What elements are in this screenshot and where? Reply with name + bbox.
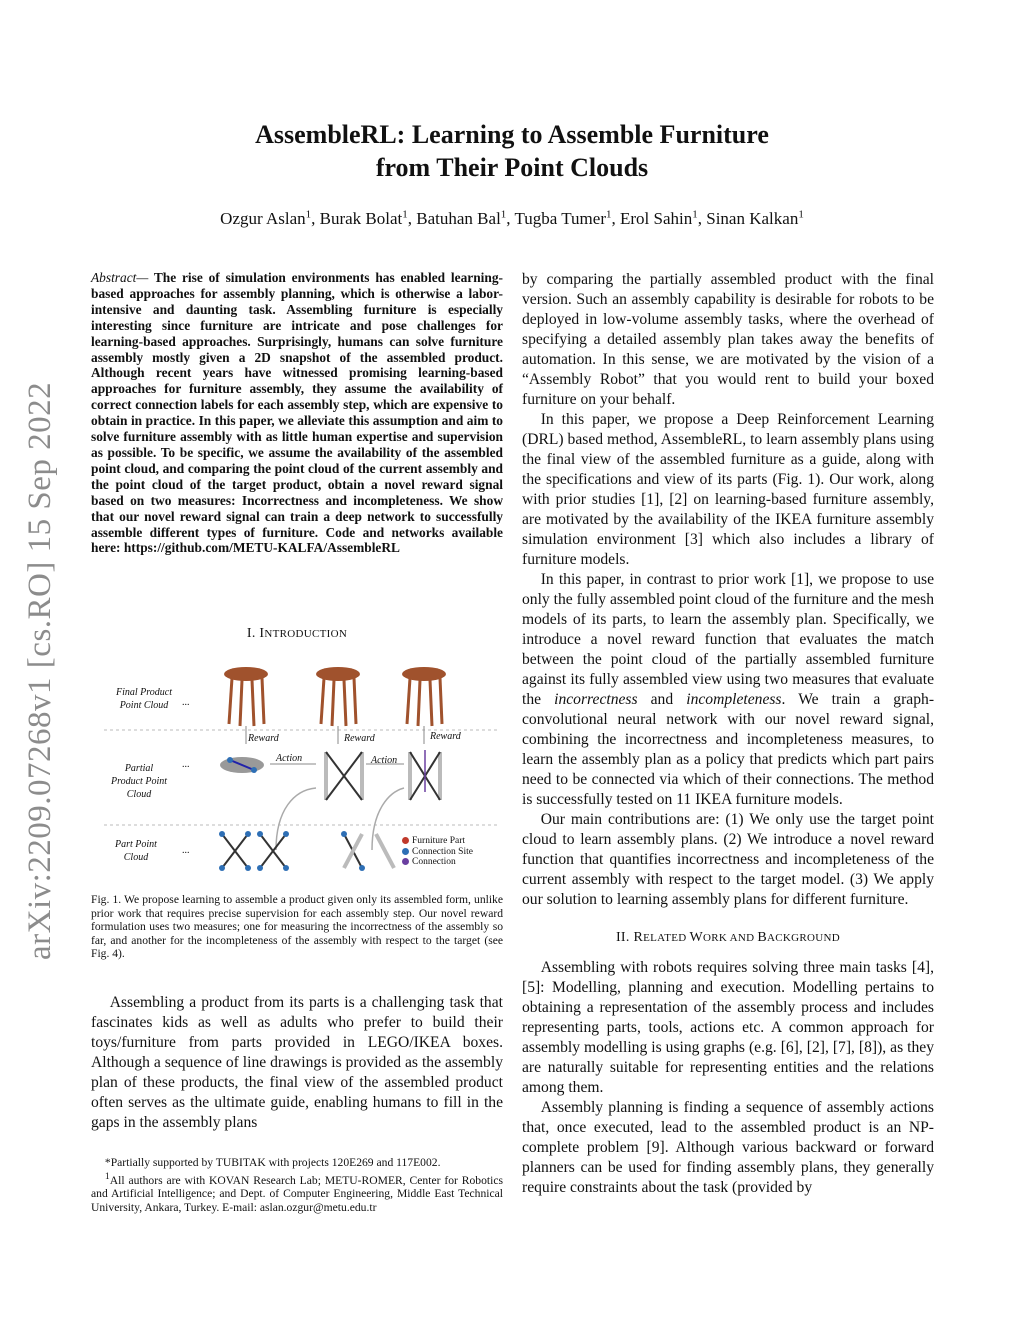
figure-1-caption: Fig. 1. We propose learning to assemble a product given only its assembled form, unlike prior work that requires precise supervision for each assembly step. Our novel reward formulation uses two measures; one for measuring the incorrectness of the assembly so far, and another for the incompleteness of the assembly with respect to the target (see Fig. 4). bbox=[91, 893, 503, 961]
abstract bbox=[91, 270, 503, 556]
arxiv-identifier: arXiv:2209.07268v1 [cs.RO] 15 Sep 2022 bbox=[22, 381, 58, 960]
final-table-icon bbox=[316, 667, 360, 726]
ellipsis: ... bbox=[182, 697, 190, 708]
author: Erol Sahin$^1$, bbox=[620, 208, 707, 228]
legend-swatch bbox=[402, 858, 409, 865]
legend-item: Furniture Part bbox=[402, 836, 473, 847]
author: Batuhan Bal$^1$, bbox=[416, 208, 515, 228]
part-arrow bbox=[372, 788, 404, 850]
legend-item: Connection Site bbox=[402, 847, 473, 858]
paragraph: Our main contributions are: (1) We only use the target point cloud to learn assembly plans. (2) We introduce a novel reward function that quantifies incorrectness and incompleteness of the current assembly with respect to the target model. (3) We apply our solution to learning assembly plans for different furniture. bbox=[522, 811, 934, 908]
section-heading-introduction: I. INTRODUCTION bbox=[246, 626, 348, 641]
action-label: Action bbox=[276, 753, 303, 764]
author: Ozgur Aslan$^1$, bbox=[220, 208, 320, 228]
reward-label: Reward bbox=[430, 731, 461, 742]
intro-paragraph: Assembling a product from its parts is a challenging task that fascinates kids as well as adults who prefer to build their toys/furniture from parts provided in LEGO/IKEA boxes. Although a sequence of line drawings is provided as the assembly plan of these products, the final view of the assembled product often serves as the ultimate guide, enabling humans to fill in the gaps in the assembly plans bbox=[91, 994, 503, 1131]
title-line-1: AssembleRL: Learning to Assemble Furniture bbox=[255, 120, 769, 149]
legend-swatch bbox=[402, 848, 409, 855]
partial-product-2 bbox=[326, 752, 362, 800]
title-line-2: from Their Point Clouds bbox=[375, 153, 649, 182]
footnotes bbox=[91, 1156, 503, 1214]
intro-body bbox=[91, 993, 503, 1133]
ellipsis: ... bbox=[182, 845, 190, 856]
row-label-partial: Partial Product Point Cloud bbox=[110, 763, 167, 800]
paragraph: In this paper, we propose a Deep Reinforcement Learning (DRL) based method, AssembleRL, to learn assembly plans using the final view of the assembled furniture as a guide, along with the specifications and view of its parts (Fig. 1). Our work, along with prior studies [1], [2] on learning-based furniture assembly, are motivated by the availability of the IKEA furniture assembly simulation environment [3] which also includes a library of furniture models. bbox=[522, 411, 934, 568]
footnote-funding: *Partially supported by TUBITAK with projects 120E269 and 117E002. bbox=[104, 1156, 441, 1169]
author: Burak Bolat$^1$, bbox=[319, 208, 417, 228]
author: Sinan Kalkan$^1$ bbox=[706, 208, 804, 228]
paragraph: In this paper, in contrast to prior work [1], we propose to use only the fully assembled point cloud of the furniture and the mesh models of its parts, to learn the assembly plan. Specifically, we introduce a novel reward function that evaluates the match between the point cloud of the partially assembled furniture against its fully assembled view using two measures that evaluate the incorrectness and incompleteness. We train a graph-convolutional neural network with our novel reward signal, combining the incorrectness and incompleteness measures, to learn the assembly plan as a policy that predicts which part pairs need to be connected via which of their connections. The method is successfully tested on 11 IKEA furniture models. bbox=[522, 571, 935, 808]
footnote-affiliation: $^1$All authors are with KOVAN Research Lab; METU-ROMER, Center for Robotics and Artificial Intelligence; and Dept. of Computer Engineering, Middle East Technical University, Ankara, Turkey. E-mail: aslan.ozgur@metu.edu.tr bbox=[91, 1170, 503, 1214]
paper-title bbox=[0, 118, 1024, 184]
author-list bbox=[0, 208, 1024, 229]
part-point-cloud bbox=[222, 834, 394, 868]
partial-product-3 bbox=[410, 750, 440, 800]
figure-1 bbox=[104, 660, 504, 880]
final-table-icon bbox=[224, 667, 268, 726]
abstract-label: Abstract— bbox=[91, 270, 149, 285]
paragraph: Assembling with robots requires solving three main tasks [4], [5]: Modelling, planning and execution. Modelling pertains to obtaining a representation of the assembly process and includes representing parts, tools, actions etc. A common approach for assembly modelling is using graphs (e.g. [6], [2], [7], [8]), as they are naturally suitable for representing entities and the relations among them. bbox=[522, 959, 934, 1096]
paragraph: by comparing the partially assembled product with the final version. Such an assembly capability is desirable for robots to be deployed in low-volume assembly tasks, where the overhead of specifying a detailed assembly plan takes away the benefits of automation. In this sense, we are motivated by the vision of a “Assembly Robot” that you would rent to build your boxed furniture on your behalf. bbox=[522, 271, 934, 408]
legend-item: Connection bbox=[402, 857, 473, 868]
row-label-part: Part Point Cloud bbox=[115, 839, 157, 863]
paragraph: Assembly planning is finding a sequence of assembly actions that, once executed, lead to the assembled product is an NP-complete problem [9]. Although various backward or forward planners can be used for finding assembly plans, they generally require constraints about the task (provided by bbox=[522, 1099, 934, 1196]
author: Tugba Tumer$^1$, bbox=[514, 208, 620, 228]
legend-swatch bbox=[402, 837, 409, 844]
reward-label: Reward bbox=[344, 733, 375, 744]
action-label: Action bbox=[371, 755, 398, 766]
figure-legend bbox=[402, 836, 473, 868]
reward-label: Reward bbox=[248, 733, 279, 744]
connection-site-dots bbox=[219, 831, 365, 871]
ellipsis: ... bbox=[182, 759, 190, 770]
right-column bbox=[522, 270, 934, 1198]
row-label-final: Final Product Point Cloud bbox=[115, 687, 172, 711]
abstract-text: The rise of simulation environments has enabled learning-based approaches for assembly planning, which is otherwise a labor-intensive and daunting task. Assembling furniture is especially interesting since furniture are intricate and pose challenges for learning-based approaches. Surprisingly, humans can solve furniture assembly mostly given a 2D snapshot of the assembled product. Although recent years have witnessed promising learning-based approaches for furniture assembly, they assume the availability of correct connection labels for each assembly step, which are expensive to obtain in practice. In this paper, we alleviate this assumption and aim to solve furniture assembly with as little human expertise and supervision as possible. To be specific, we assume the availability of the assembled point cloud, and comparing the point cloud of the current assembly and the point cloud of the target product, obtain a novel reward signal based on two measures: Incorrectness and incompleteness. We show that our novel reward signal can train a deep network to successfully assemble different types of furniture. Code and networks available here: https://github.com/METU-KALFA/AssembleRL bbox=[91, 270, 503, 556]
final-table-icon bbox=[402, 667, 446, 726]
section-heading-related-work: II. RELATED WORK AND BACKGROUND bbox=[615, 930, 841, 945]
